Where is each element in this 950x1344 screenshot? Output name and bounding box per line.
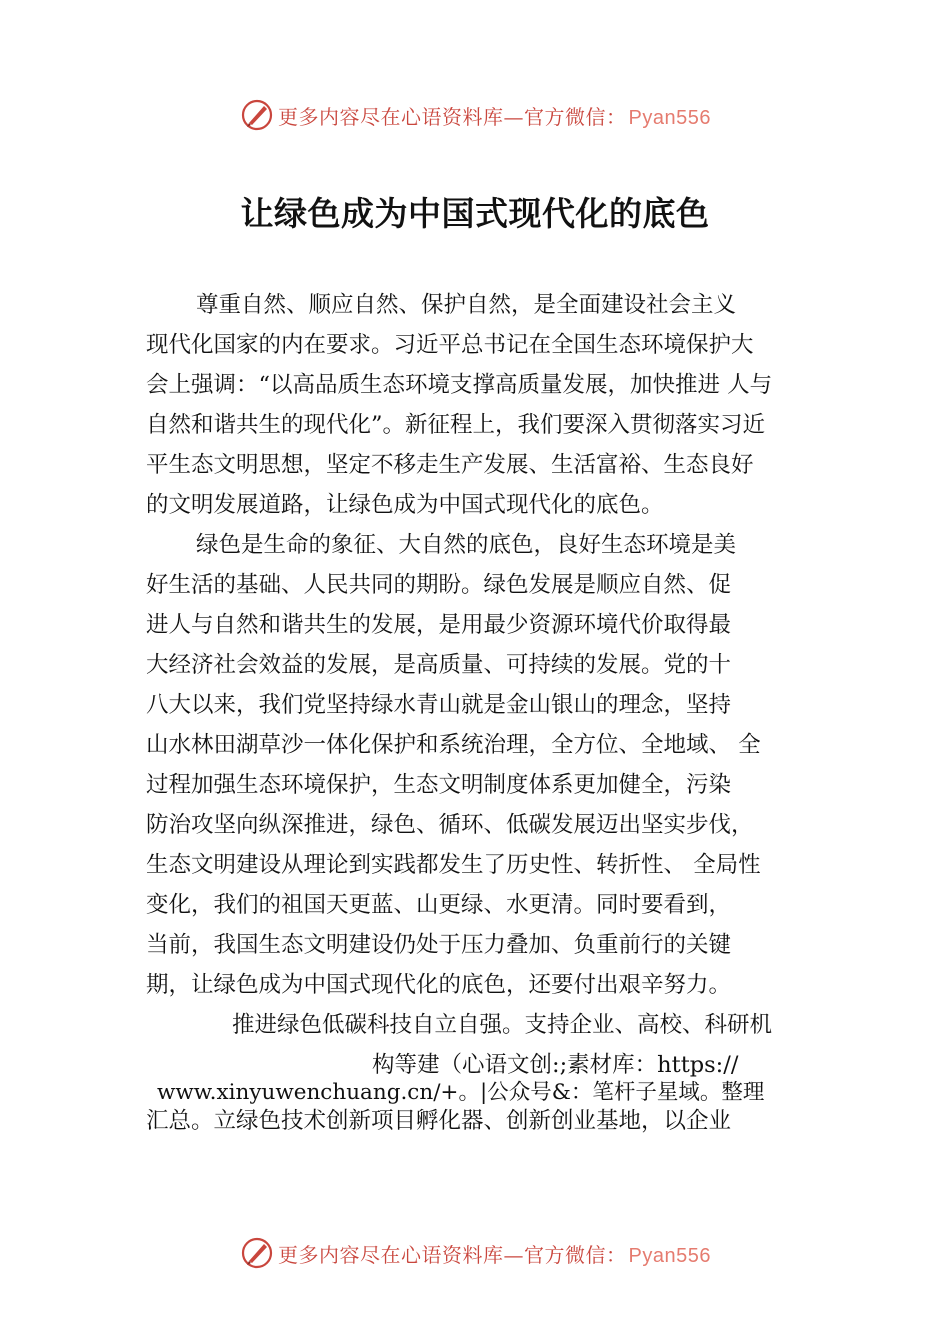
paragraph-line: 的文明发展道路，让绿色成为中国式现代化的底色。 — [146, 492, 664, 518]
banner-text: 更多内容尽在心语资料库—官方微信： Pyan556 — [278, 1242, 711, 1267]
paragraph-line: 构等建（心语文创:;素材库：https:// — [372, 1052, 739, 1078]
paragraph-line: 八大以来，我们党坚持绿水青山就是金山银山的理念，坚持 — [146, 692, 732, 718]
wechat-account: Pyan556 — [628, 1244, 711, 1267]
banner-text: 更多内容尽在心语资料库—官方微信： Pyan556 — [278, 104, 711, 129]
page-title: 让绿色成为中国式现代化的底色 — [240, 194, 710, 233]
paragraph-line: 绿色是生命的象征、大自然的底色，良好生态环境是美 — [196, 532, 737, 558]
paragraph-line: 生态文明建设从理论到实践都发生了历史性、转折性、 全局性 — [146, 852, 761, 878]
paragraph-line: 好生活的基础、人民共同的期盼。绿色发展是顺应自然、促 — [146, 572, 732, 598]
pen-logo-icon — [240, 98, 274, 132]
wechat-account: Pyan556 — [628, 106, 711, 129]
paragraph-line: www.xinyuwenchuang.cn/+。|公众号&：笔杆子星域。整理 — [157, 1080, 765, 1105]
paragraph-line: 现代化国家的内在要求。习近平总书记在全国生态环境保护大 — [146, 332, 754, 358]
paragraph-line: 推进绿色低碳科技自立自强。支持企业、高校、科研机 — [232, 1012, 773, 1038]
paragraph-line: 自然和谐共生的现代化”。新征程上，我们要深入贯彻落实习近 — [146, 412, 766, 438]
paragraph-line: 山水林田湖草沙一体化保护和系统治理，全方位、全地域、 全 — [146, 732, 761, 758]
paragraph-line: 过程加强生态环境保护，生态文明制度体系更加健全，污染 — [146, 772, 732, 798]
paragraph-line: 防治攻坚向纵深推进，绿色、循环、低碳发展迈出坚实步伐， — [146, 812, 754, 838]
paragraph-line: 进人与自然和谐共生的发展，是用最少资源环境代价取得最 — [146, 612, 732, 638]
paragraph-line: 期，让绿色成为中国式现代化的底色，还要付出艰辛努力。 — [146, 972, 732, 998]
paragraph-line: 平生态文明思想，坚定不移走生产发展、生活富裕、生态良好 — [146, 452, 754, 478]
header-banner — [240, 98, 711, 132]
paragraph-line: 汇总。立绿色技术创新项目孵化器、创新创业基地，以企业 — [146, 1108, 732, 1134]
pen-logo-icon — [240, 1236, 274, 1270]
footer-banner — [240, 1236, 711, 1270]
paragraph-line: 变化，我们的祖国天更蓝、山更绿、水更清。同时要看到， — [146, 892, 732, 918]
paragraph-line: 会上强调：“以高品质生态环境支撑高质量发展，加快推进 人与 — [146, 372, 773, 398]
paragraph-line: 尊重自然、顺应自然、保护自然，是全面建设社会主义 — [196, 292, 737, 318]
paragraph-line: 当前，我国生态文明建设仍处于压力叠加、负重前行的关键 — [146, 932, 732, 958]
paragraph-line: 大经济社会效益的发展，是高质量、可持续的发展。党的十 — [146, 652, 732, 678]
